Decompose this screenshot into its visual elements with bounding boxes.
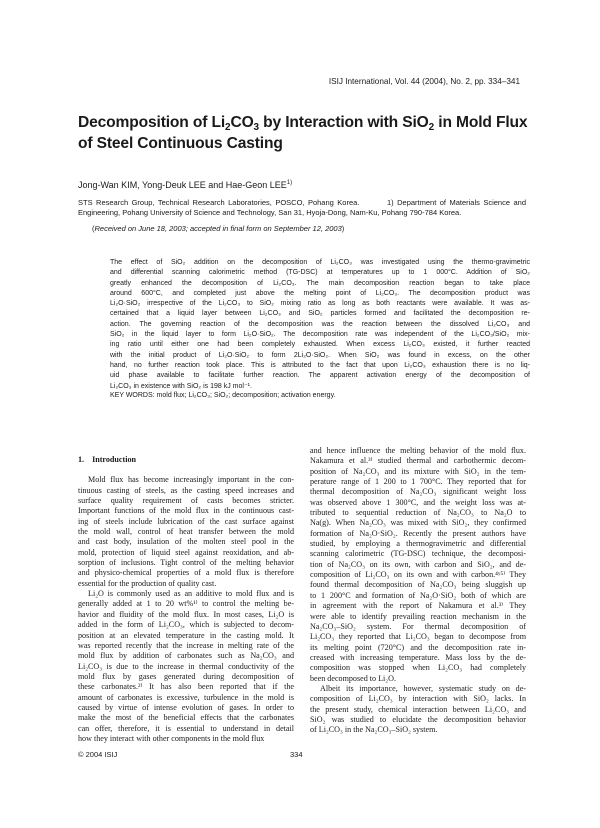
title-text: Decomposition of Li xyxy=(78,114,226,131)
abstract-line: Li₂O·SiO₂ irrespective of the Li₂CO₃ to SiO₂ mixing ratio as long as both reactants were available. It was as- xyxy=(110,300,530,308)
abstract xyxy=(110,258,530,392)
footer-page-number: 334 xyxy=(290,750,303,759)
body-line: to 1 200°C and formation of Na₂O·SiO₂ both of which are xyxy=(310,590,526,600)
body-line: Li₂CO₃ is due to the increase in thermal conductivity of the xyxy=(78,661,294,671)
running-head: ISIJ International, Vol. 44 (2004), No. 2, pp. 334–341 xyxy=(328,77,520,86)
body-line: in agreement with the report of Nakamura et al.³⁾ They xyxy=(310,601,526,611)
right-column-body xyxy=(310,446,526,736)
paper-title xyxy=(78,112,528,154)
body-line: essential for the production of quality cast. xyxy=(78,578,217,588)
body-line: generally added at 1 to 20 wt%¹⁾ to control the melting be- xyxy=(78,599,294,609)
footer-copyright: © 2004 ISIJ xyxy=(78,750,118,759)
body-line: mold flux by addition of carbonates such as Na₂CO₃ and xyxy=(78,651,294,661)
section-heading xyxy=(78,455,294,465)
body-line: mold flux by gases generated during decomposition of xyxy=(78,671,294,681)
body-line: Mold flux has become increasingly important in the con- xyxy=(88,475,294,485)
body-line: position of Na₂CO₃ and its mixture with SiO₂ in the tem- xyxy=(310,466,526,476)
body-line: perature range of 1 200 to 1 700°C. They reported that for xyxy=(310,477,526,487)
body-line: added in the form of Li₂CO₃, which is subjected to decom- xyxy=(78,620,294,630)
abstract-line: The effect of SiO₂ addition on the decomposition of Li₂CO₃ was investigated using the thermo-gravimetric xyxy=(110,259,530,266)
body-line: tion of Na₂CO₃ on its own, with carbon and SiO₂, and de- xyxy=(310,559,526,569)
title-subscript: 2 xyxy=(225,122,231,133)
abstract-line: Li₂CO₃ in existence with SiO₂ is 198 kJ mol⁻¹. xyxy=(110,382,252,390)
body-line: caused by virtue of intense evolution of gases. In order to xyxy=(78,702,294,712)
body-line: composition of Li₂CO₃ by interaction with SiO₂ lacks. In xyxy=(310,694,526,704)
abstract-line: with the initial product of Li₂O·SiO₂ to form 2Li₂O·SiO₂. When SiO₂ was found in excess, on the other xyxy=(110,351,530,359)
body-line: was reported recently that the increase in melting rate of the xyxy=(78,640,294,650)
received-paren: ( xyxy=(92,224,95,233)
body-line: been decomposed to Li₂O. xyxy=(310,673,396,683)
body-line: thermal decomposition of Na₂CO₃ significant weight loss xyxy=(310,487,526,497)
body-line: and hence influence the melting behavior of the mold flux. xyxy=(310,446,526,455)
body-line: Li₂CO₃ they reported that Li₂CO₃ began to decompose from xyxy=(310,632,526,642)
body-line: were able to identify prevailing reaction mechanism in the xyxy=(310,611,526,621)
body-line: can offer, therefore, it is essential to understand in detail xyxy=(78,723,294,733)
body-line: surface quality requirement of casts becomes stricter. xyxy=(78,496,294,506)
abstract-line: and differential scanning calorimetric method (TG-DSC) at temperatures up to 1 000°C. Addition of SiO₂ xyxy=(110,269,530,277)
body-line: formation of Na₂O·SiO₂. Recently the present authors have xyxy=(310,528,526,538)
received-text: Received on June 18, 2003; accepted in final form on September 12, 2003 xyxy=(94,224,342,233)
body-line: tributed to sequential reduction of Na₂CO₃ to Na₂O to xyxy=(310,508,526,518)
left-column xyxy=(78,448,294,744)
body-line: composition of Li₂CO₃ on its own and with carbon.⁴ʸ⁵⁾ They xyxy=(310,570,526,580)
abstract-line: greatly enhanced the decomposition of Li₂CO₃. The main decomposition reaction began to take place xyxy=(110,279,530,287)
body-line: studied, by employing a thermogravimetric and differential xyxy=(310,539,526,549)
body-line: Na₂CO₃–SiO₂ system. For thermal decomposition of xyxy=(310,621,526,631)
body-line: position at an elevated temperature in the casting mold. It xyxy=(78,630,294,640)
body-line: make the most of the beneficial effects that the carbonates xyxy=(78,713,294,723)
abstract-line: SiO₂ in the liquid layer to form Li₂O·SiO₂. The decomposition rate was independent of the Li₂CO₃/SiO₂ mix- xyxy=(110,331,530,339)
body-line: and physico-chemical properties of a mold flux is therefore xyxy=(78,568,294,578)
body-line: Important functions of the mold flux in the continuous cast- xyxy=(78,506,294,516)
body-line: Nakamura et al.³⁾ studied thermal and carbothermic decom- xyxy=(310,456,526,466)
abstract-line: certained that a liquid layer between Li₂CO₃ and SiO₂ particles formed and facilitated the decomposition re- xyxy=(110,310,530,318)
abstract-line: uid phase available to facilitate further reaction. The apparent activation energy of the decomposition of xyxy=(110,372,530,380)
title-subscript: 2 xyxy=(428,122,435,133)
title-text: by Interaction with SiO xyxy=(258,114,429,131)
section-title: Introduction xyxy=(92,455,137,464)
body-line: tinuous casting of steels, as the casting speed increases and xyxy=(78,485,294,495)
received-paren: ) xyxy=(341,224,345,233)
body-line: how they interact with other components in the mold flux xyxy=(78,733,265,743)
body-line: mold, protection of liquid steel against reoxidation, and ab- xyxy=(78,547,294,557)
title-text: in Mold Flux of Steel Continuous Casting xyxy=(78,114,528,152)
section-number: 1. xyxy=(78,455,85,464)
body-line: of Li₂CO₃ in the Na₂CO₃–SiO₂ system. xyxy=(310,725,438,735)
body-line: sorption of inclusions. Tight control of the melting behavior xyxy=(78,558,294,568)
body-line: amount of carbonates is excessive, turbulence in the mold is xyxy=(78,692,294,702)
body-line: SiO₂ was studied to elucidate the decomposition behavior xyxy=(310,714,526,724)
author-affiliation-mark: 1) xyxy=(286,180,293,186)
abstract-line: around 600°C, and completed just above the melting point of Li₂CO₃. The decomposition product was xyxy=(110,289,530,297)
body-line: the mold wall, control of heat transfer between the mold xyxy=(78,527,294,537)
body-line: the present study, chemical interaction between Li₂CO₃ and xyxy=(310,704,526,714)
keywords: KEY WORDS: mold flux; Li₂CO₃; SiO₂; decomposition; activation energy. xyxy=(110,392,336,399)
abstract-line: ing ratio until either one had been completely exhausted. When excess Li₂CO₃ existed, it further reacted xyxy=(110,341,530,349)
body-line: Li₂O is commonly used as an additive to mold flux and is xyxy=(88,589,294,599)
right-column xyxy=(310,446,526,736)
body-line: and cast body, insulation of the molten steel pool in the xyxy=(78,537,294,547)
title-subscript: 3 xyxy=(253,122,259,133)
body-line: was observed above 1 300°C, and the weight loss was at- xyxy=(310,497,526,507)
body-line: Na(g). When Na₂CO₃ was mixed with SiO₂, they confirmed xyxy=(310,518,526,528)
abstract-line: action. The governing reaction of the decomposition was the reaction between the dissolved Li₂CO₃ and xyxy=(110,320,530,328)
affiliation: STS Research Group, Technical Research Laboratories, POSCO, Pohang Korea. 1) Department of Materials Science and Engineering, Pohang University of Science and Technology, San 31, Hyoja-Dong, Nam-Ku, Pohang 790-784 Korea. xyxy=(78,198,529,217)
author-list xyxy=(78,180,292,190)
body-line: ing of steels include lubrication of the cast surface against xyxy=(78,516,294,526)
left-column-body xyxy=(78,475,294,744)
body-line: creased with increasing temperature. Mass loss by the de- xyxy=(310,652,526,662)
received-dates xyxy=(92,224,344,233)
author-names: Jong-Wan KIM, Yong-Deuk LEE and Hae-Geon LEE xyxy=(78,180,287,190)
body-line: found thermal decomposition of Na₂CO₃ being sluggish up xyxy=(310,580,526,590)
body-line: its melting point (720°C) and the decomposition rate in- xyxy=(310,642,526,652)
abstract-line: hand, no further reaction took place. This is attributed to the fact that upon Li₂CO₃ exhaustion there is no liq- xyxy=(110,361,530,369)
body-line: scanning calorimetric (TG-DSC) technique, the decomposi- xyxy=(310,549,526,559)
title-text: CO xyxy=(230,114,254,131)
body-line: composition was stopped when Li₂CO₃ had completely xyxy=(310,663,526,673)
body-line: havior and fluidity of the mold flux. In most cases, Li₂O is xyxy=(78,609,294,619)
body-line: these carbonates.²⁾ It has also been reported that if the xyxy=(78,682,294,692)
body-line: Albeit its importance, however, systematic study on de- xyxy=(320,683,526,693)
